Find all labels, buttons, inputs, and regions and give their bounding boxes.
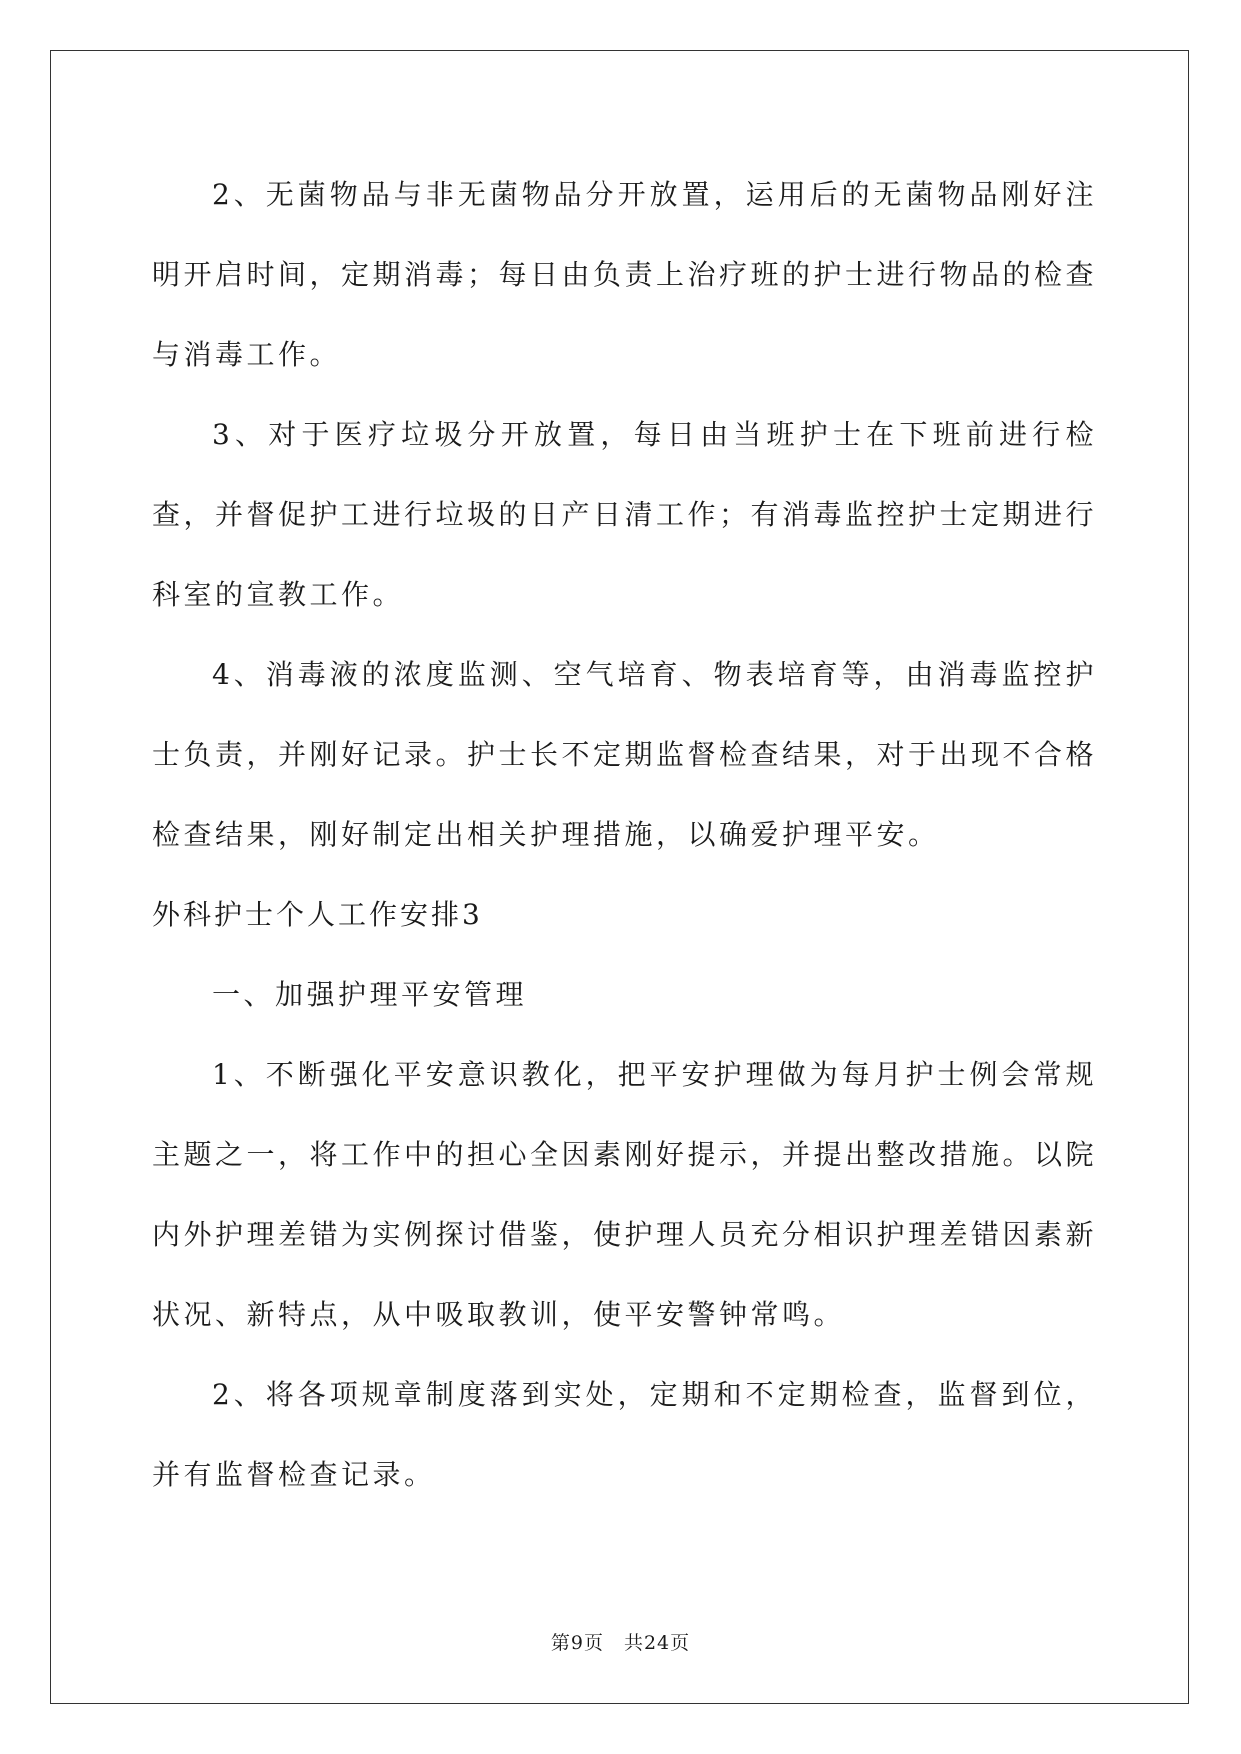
- document-body: [152, 155, 1097, 1515]
- paragraph-sterile-items: 2、无菌物品与非无菌物品分开放置，运用后的无菌物品刚好注明开启时间，定期消毒；每日由负责上治疗班的护士进行物品的检查与消毒工作。: [152, 178, 1098, 371]
- page-total: 共24页: [623, 1632, 691, 1654]
- subsection-heading-safety: 一、加强护理平安管理: [212, 978, 528, 1011]
- paragraph-medical-waste: 3、对于医疗垃圾分开放置，每日由当班护士在下班前进行检查，并督促护工进行垃圾的日产日清工作；有消毒监控护士定期进行科室的宣教工作。: [152, 418, 1098, 611]
- paragraph-regulations: 2、将各项规章制度落到实处，定期和不定期检查，监督到位，并有监督检查记录。: [152, 1378, 1097, 1491]
- paragraph-disinfectant-monitoring: 4、消毒液的浓度监测、空气培育、物表培育等，由消毒监控护士负责，并刚好记录。护士长不定期监督检查结果，对于出现不合格检查结果，刚好制定出相关护理措施，以确爱护理平安。: [152, 658, 1098, 851]
- paragraph-safety-education: 1、不断强化平安意识教化，把平安护理做为每月护士例会常规主题之一，将工作中的担心全因素刚好提示，并提出整改措施。以院内外护理差错为实例探讨借鉴，使护理人员充分相识护理差错因素新状况、新特点，从中吸取教训，使平安警钟常鸣。: [152, 1058, 1098, 1331]
- section-title: 外科护士个人工作安排3: [152, 898, 483, 931]
- page-footer: [0, 1628, 1241, 1655]
- page-number: 第9页: [550, 1632, 604, 1654]
